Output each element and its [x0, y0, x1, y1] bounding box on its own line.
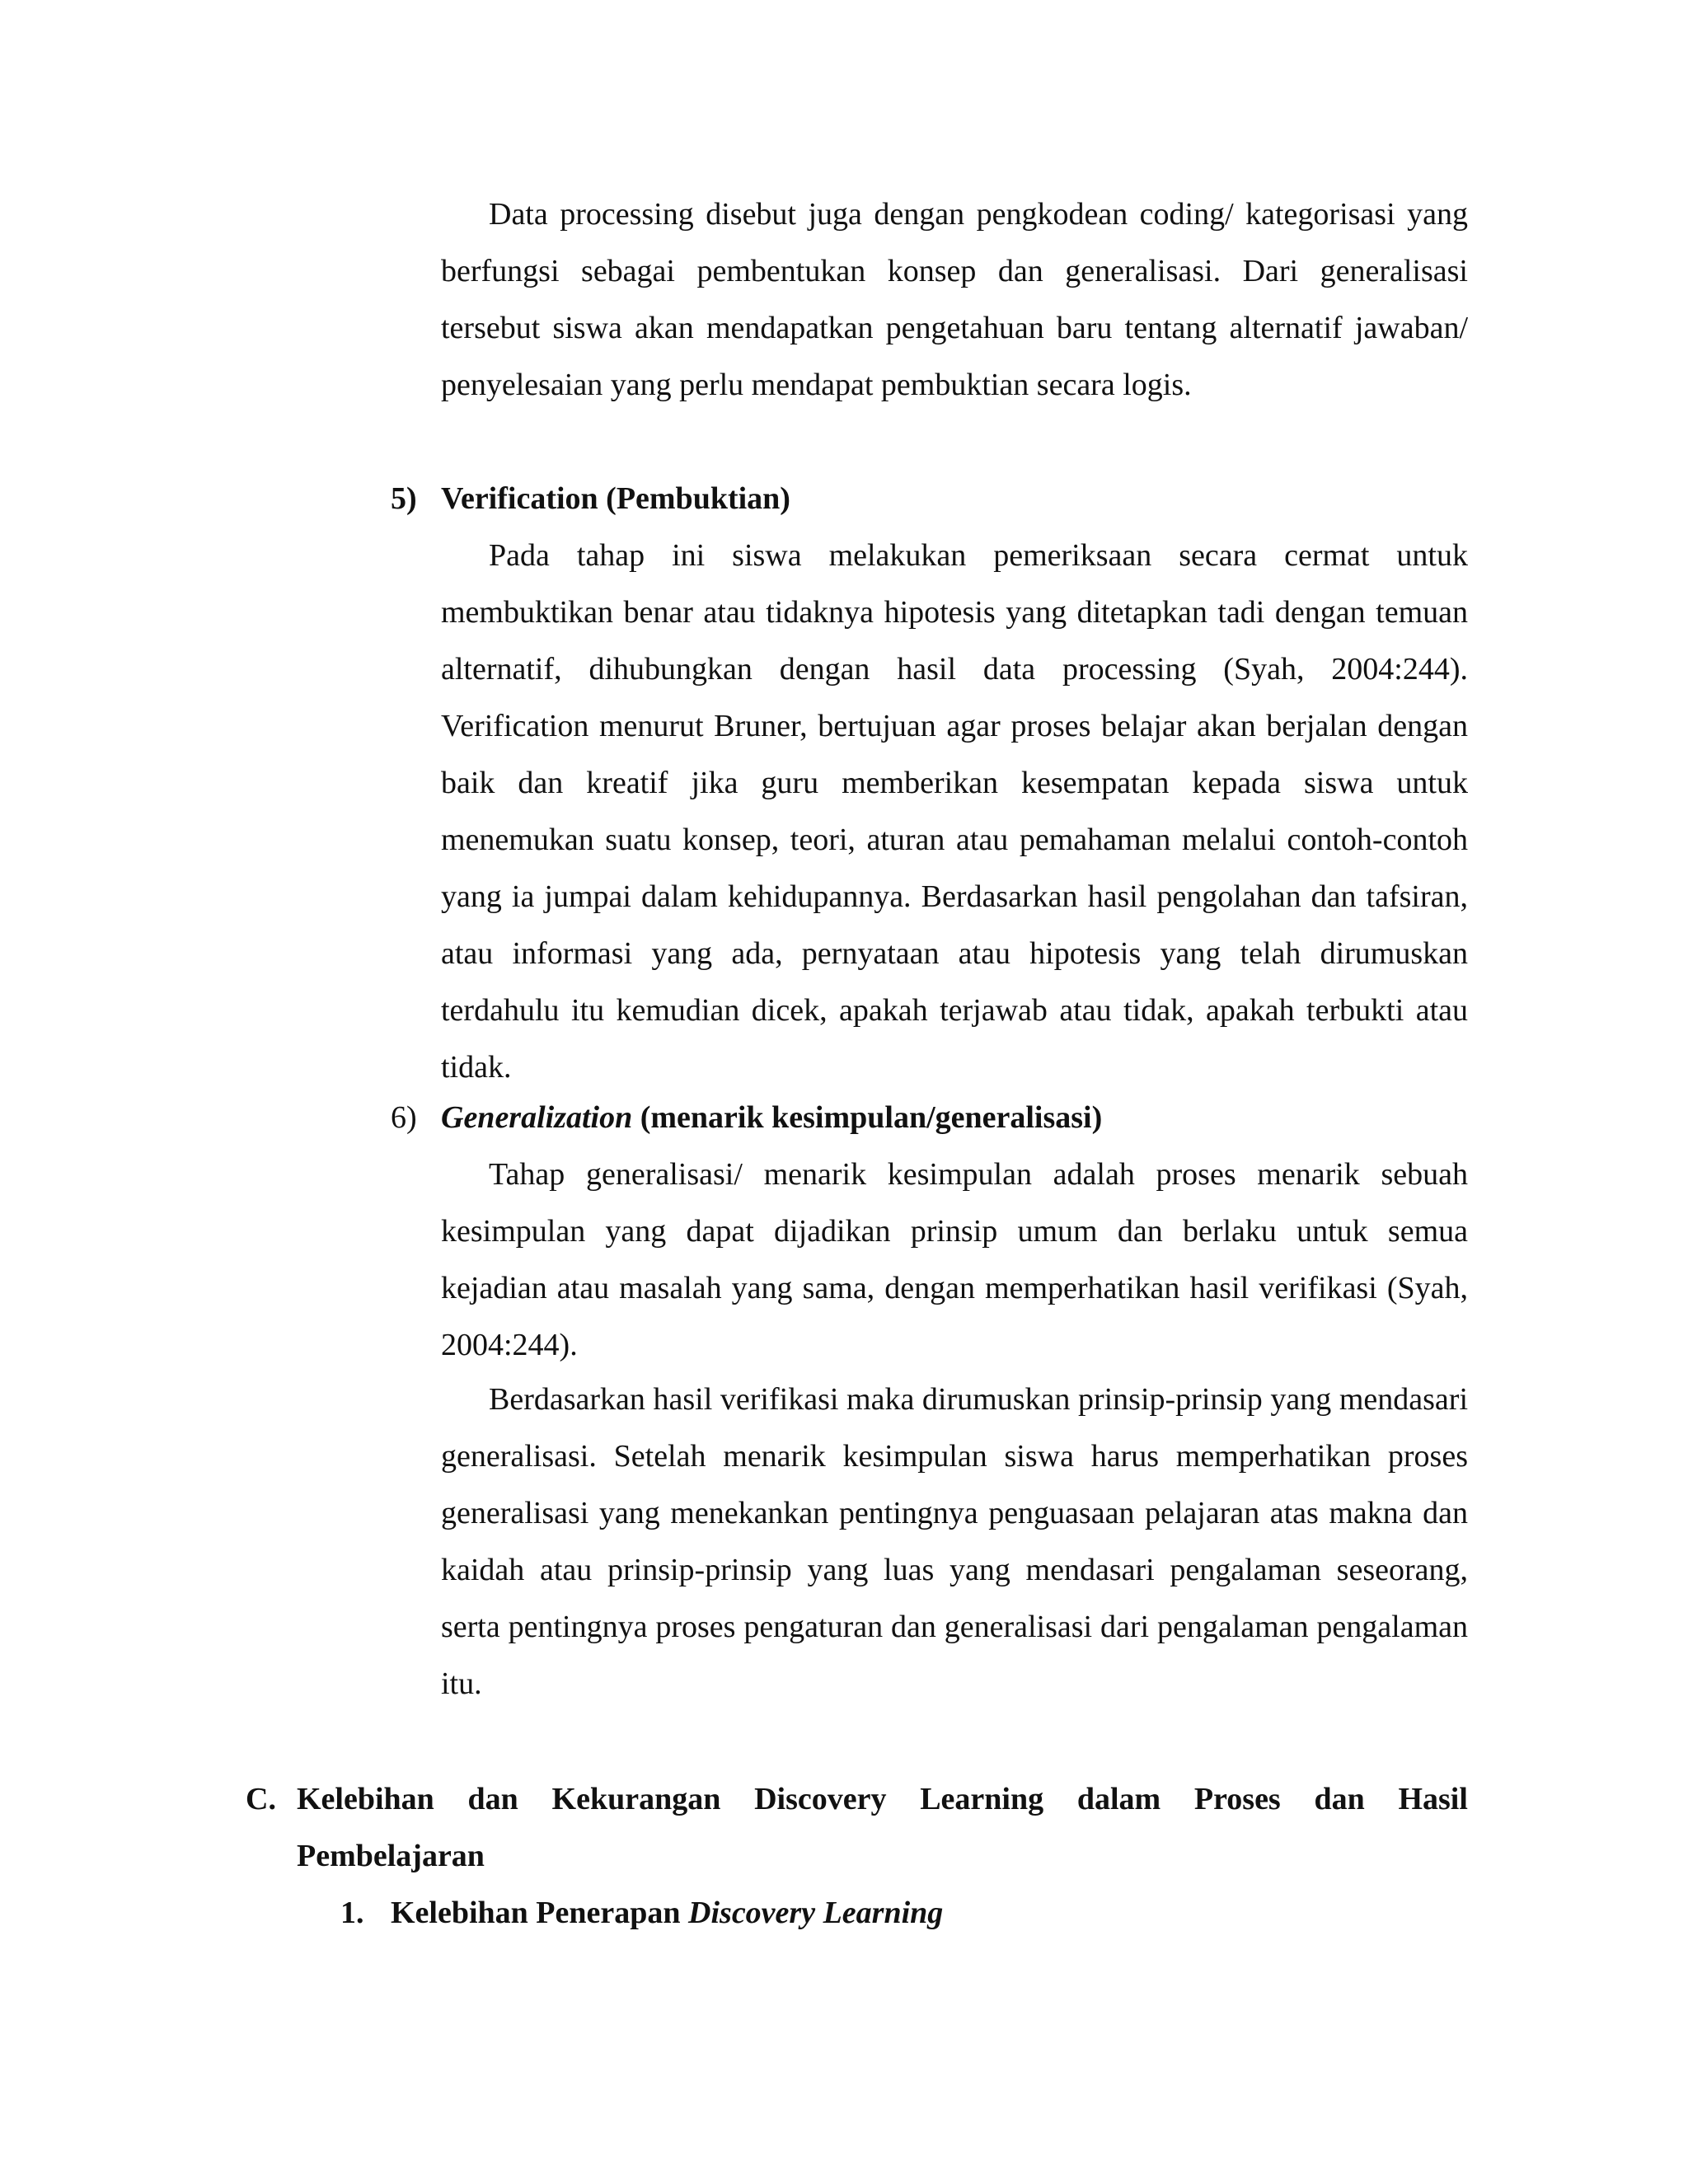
section-c-heading	[246, 1771, 1468, 1885]
item-6-title-rest: (menarik kesimpulan/generalisasi)	[632, 1100, 1103, 1135]
section-c-word: Hasil	[1398, 1782, 1468, 1816]
section-c-letter: C.	[246, 1782, 276, 1816]
subsection-1-number: 1.	[340, 1896, 364, 1930]
section-c-word: dan	[1314, 1782, 1365, 1816]
paragraph-data-processing: Data processing disebut juga dengan pengkodean coding/ kategorisasi yang berfungsi sebagai pembentukan konsep dan generalisasi. Dari generalisasi tersebut siswa akan mendapatkan pengetahuan baru tentang alternatif jawaban/ penyelesaian yang perlu mendapat pembuktian secara logis.	[441, 197, 1468, 402]
subsection-1-title	[391, 1885, 943, 1942]
section-c-word: Kekurangan	[551, 1782, 721, 1816]
section-c-word: dan	[467, 1782, 518, 1816]
paragraph-verification: Pada tahap ini siswa melakukan pemeriksaan secara cermat untuk membuktikan benar atau tidaknya hipotesis yang ditetapkan tadi dengan temuan alternatif, dihubungkan dengan hasil data processing (Syah, 2004:244). Verification menurut Bruner, bertujuan agar proses belajar akan berjalan dengan baik dan kreatif jika guru memberikan kesempatan kepada siswa untuk menemukan suatu konsep, teori, aturan atau pemahaman melalui contoh-contoh yang ia jumpai dalam kehidupannya. Berdasarkan hasil pengolahan dan tafsiran, atau informasi yang ada, pernyataan atau hipotesis yang telah dirumuskan terdahulu itu kemudian dicek, apakah terjawab atau tidak, apakah terbukti atau tidak.	[441, 538, 1468, 1085]
item-5-title: Verification (Pembuktian)	[441, 481, 790, 516]
item-6-title-italic: Generalization	[441, 1100, 633, 1135]
section-c-word: Learning	[920, 1782, 1044, 1816]
section-c-title-line-2: Pembelajaran	[297, 1839, 485, 1873]
section-c-word: dalam	[1076, 1782, 1161, 1816]
paragraph-generalization-2: Berdasarkan hasil verifikasi maka dirumuskan prinsip-prinsip yang mendasari generalisasi. Setelah menarik kesimpulan siswa harus memperhatikan proses generalisasi yang menekankan pentingnya penguasaan pelajaran atas makna dan kaidah atau prinsip-prinsip yang luas yang mendasari pengalaman seseorang, serta pentingnya proses pengaturan dan generalisasi dari pengalaman pengalaman itu.	[441, 1382, 1468, 1701]
item-5-number: 5)	[391, 481, 417, 516]
item-6-number: 6)	[391, 1100, 417, 1135]
subsection-1-title-plain: Kelebihan Penerapan	[391, 1896, 689, 1930]
section-c-word: Proses	[1193, 1782, 1281, 1816]
section-c-title-line-1	[297, 1771, 1468, 1828]
section-c-word: Kelebihan	[297, 1782, 434, 1816]
section-c-word: Discovery	[754, 1782, 887, 1816]
subsection-1-title-italic: Discovery Learning	[688, 1896, 944, 1930]
item-6-title	[441, 1090, 1102, 1146]
paragraph-generalization-1: Tahap generalisasi/ menarik kesimpulan adalah proses menarik sebuah kesimpulan yang dapat dijadikan prinsip umum dan berlaku untuk semua kejadian atau masalah yang sama, dengan memperhatikan hasil verifikasi (Syah, 2004:244).	[441, 1157, 1468, 1362]
